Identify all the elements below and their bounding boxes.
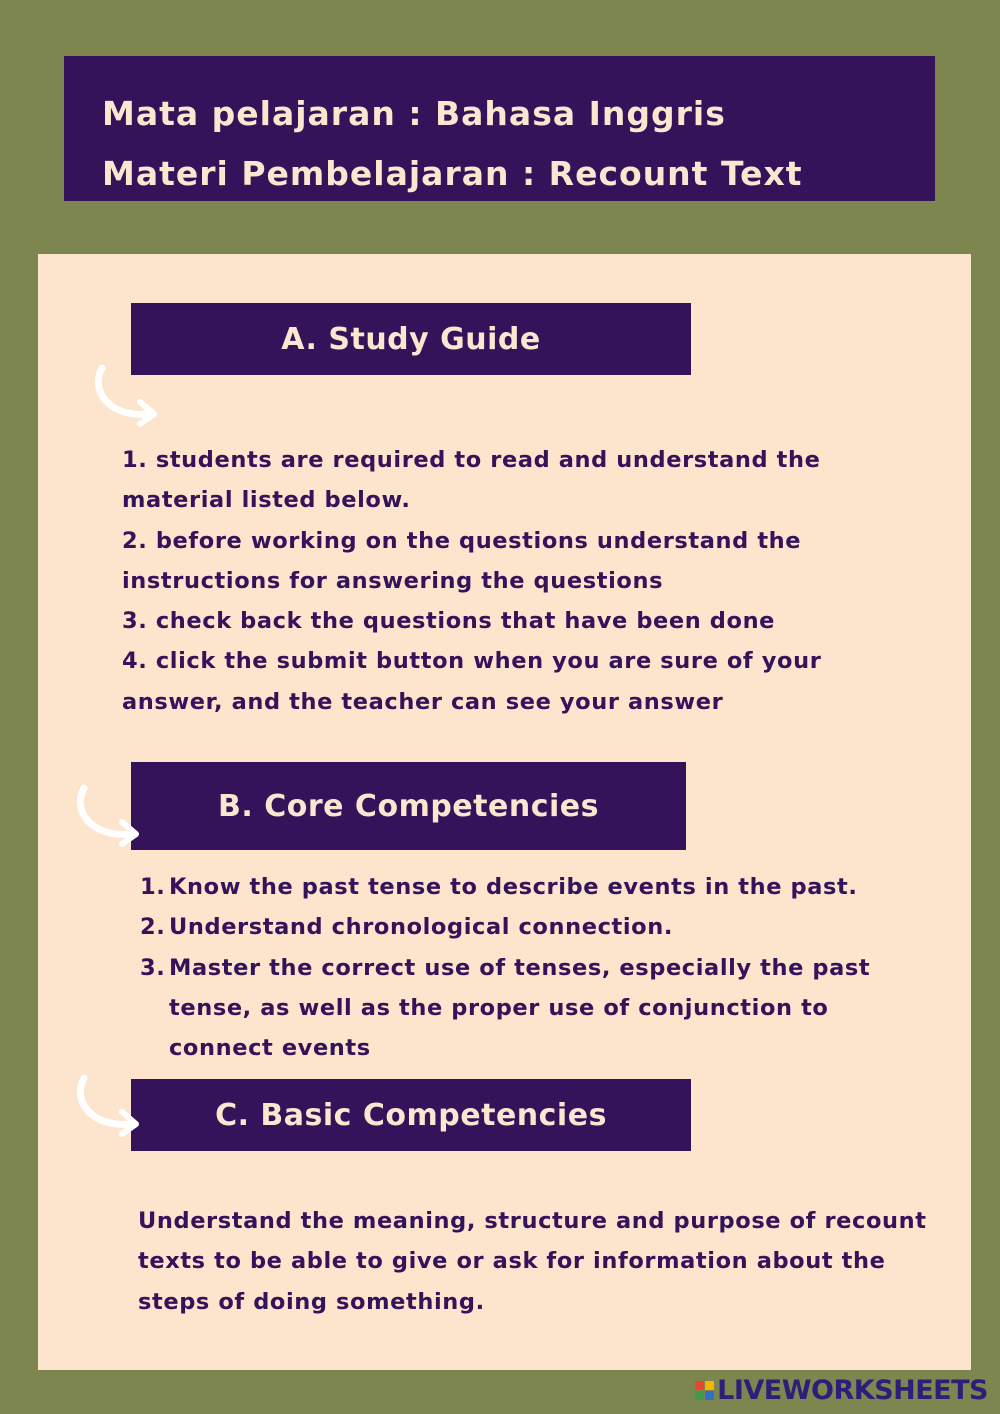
section-b-heading — [131, 762, 686, 850]
section-c-title: C. Basic Competencies — [215, 1097, 607, 1133]
study-guide-line: instructions for answering the questions — [122, 567, 664, 594]
list-item-text: Understand chronological connection. — [169, 914, 673, 941]
section-b-title: B. Core Competencies — [218, 788, 599, 824]
title-banner — [64, 56, 935, 201]
study-guide-line: material listed below. — [122, 487, 411, 514]
list-number: 3. — [140, 954, 166, 981]
list-item — [140, 907, 920, 947]
list-item — [140, 867, 920, 907]
list-number: 1. — [140, 874, 166, 900]
topic-line: Materi Pembelajaran : Recount Text — [102, 154, 803, 193]
study-guide-line: 2. before working on the questions understand the — [122, 527, 802, 554]
curved-arrow-icon — [72, 1072, 148, 1142]
section-c-heading — [131, 1079, 691, 1151]
basic-competencies-text — [138, 1201, 938, 1322]
brand-name: LIVEWORKSHEETS — [717, 1375, 988, 1406]
section-a-heading — [131, 303, 691, 375]
list-item — [140, 948, 920, 1069]
list-number: 2. — [140, 914, 166, 941]
liveworksheets-logo — [695, 1375, 988, 1406]
basic-competencies-line: steps of doing something. — [138, 1288, 485, 1315]
basic-competencies-line: Understand the meaning, structure and purpose of recount — [138, 1208, 927, 1234]
content-panel — [38, 254, 971, 1370]
study-guide-line: 1. students are required to read and understand the — [122, 447, 821, 473]
curved-arrow-icon — [90, 362, 166, 432]
study-guide-text — [122, 440, 922, 722]
list-item-text: tense, as well as the proper use of conjunction to — [169, 994, 829, 1021]
section-a-title: A. Study Guide — [281, 321, 541, 357]
list-item-text: connect events — [169, 1035, 371, 1062]
study-guide-line: 4. click the submit button when you are sure of your — [122, 648, 822, 675]
study-guide-line: answer, and the teacher can see your answer — [122, 688, 724, 715]
subject-line: Mata pelajaran : Bahasa Inggris — [102, 94, 726, 133]
liveworksheets-badge-icon — [695, 1381, 714, 1400]
list-item-text: Master the correct use of tenses, especially the past — [169, 954, 871, 981]
basic-competencies-line: texts to be able to give or ask for information about the — [138, 1248, 886, 1275]
list-item-text: Know the past tense to describe events in the past. — [169, 874, 858, 900]
curved-arrow-icon — [72, 782, 148, 852]
study-guide-line: 3. check back the questions that have been done — [122, 608, 776, 635]
core-competencies-list — [140, 867, 920, 1068]
